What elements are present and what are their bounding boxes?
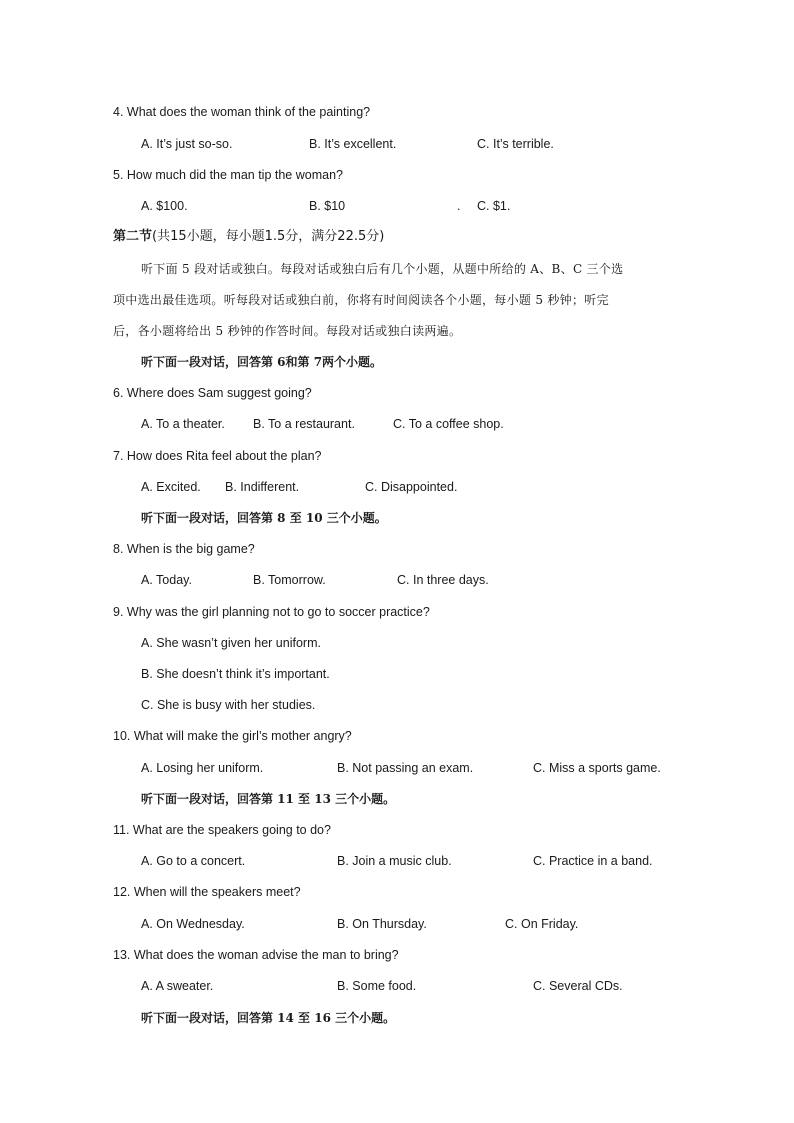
option-c: C. On Friday.: [505, 917, 579, 931]
question-4-options: [141, 136, 721, 152]
option-c: C. To a coffee shop.: [393, 417, 504, 431]
option-b: B. To a restaurant.: [253, 417, 355, 431]
option-b: B. $10: [309, 199, 346, 213]
option-c: C. It’s terrible.: [477, 137, 554, 151]
section-2-title: [113, 229, 384, 245]
question-5: 5. How much did the man tip the woman?: [113, 168, 343, 182]
listening-prompt-2: 听下面一段对话，回答第 8 至 10 三个小题。: [141, 511, 387, 525]
option-c: C. In three days.: [397, 573, 489, 587]
option-a: A. A sweater.: [141, 979, 214, 993]
instruction-line-3: 后，各小题将给出 5 秒钟的作答时间。每段对话或独白读两遍。: [113, 324, 462, 338]
option-c: C. Several CDs.: [533, 979, 623, 993]
option-b: B. It’s excellent.: [309, 137, 397, 151]
option-b: B. Indifferent.: [225, 480, 300, 494]
question-9: 9. Why was the girl planning not to go to soccer practice?: [113, 605, 430, 619]
question-10: 10. What will make the girl’s mother angry?: [113, 729, 352, 743]
question-12: 12. When will the speakers meet?: [113, 885, 301, 899]
question-9-option-c: C. She is busy with her studies.: [141, 698, 316, 712]
option-b: B. Join a music club.: [337, 854, 452, 868]
question-5-options: [141, 198, 721, 214]
listening-prompt-1: 听下面一段对话，回答第 6和第 7两个小题。: [141, 355, 383, 369]
question-4: 4. What does the woman think of the painting?: [113, 105, 371, 119]
section-2-title-detail: (共15小题，每小题1.5分，满分22.5分): [152, 229, 385, 244]
stray-period: .: [457, 199, 461, 213]
option-b: B. Not passing an exam.: [337, 761, 474, 775]
question-6: 6. Where does Sam suggest going?: [113, 386, 312, 400]
question-9-option-a: A. She wasn’t given her uniform.: [141, 636, 321, 650]
listening-prompt-3: 听下面一段对话，回答第 11 至 13 三个小题。: [141, 792, 396, 806]
option-b: B. Tomorrow.: [253, 573, 326, 587]
section-2-title-main: 第二节: [113, 229, 153, 244]
question-8: 8. When is the big game?: [113, 542, 255, 556]
option-c: C. $1.: [477, 199, 511, 213]
instruction-line-1: 听下面 5 段对话或独白。每段对话或独白后有几个小题，从题中所给的 A、B、C 三个选: [141, 262, 624, 276]
option-a: A. $100.: [141, 199, 188, 213]
option-a: A. Go to a concert.: [141, 854, 246, 868]
option-c: C. Miss a sports game.: [533, 761, 661, 775]
listening-prompt-4: 听下面一段对话，回答第 14 至 16 三个小题。: [141, 1011, 396, 1025]
option-b: B. On Thursday.: [337, 917, 427, 931]
option-a: A. Today.: [141, 573, 192, 587]
question-6-options: [141, 416, 721, 432]
option-a: A. It’s just so-so.: [141, 137, 233, 151]
option-a: A. Excited.: [141, 480, 201, 494]
option-a: A. Losing her uniform.: [141, 761, 264, 775]
question-9-option-b: B. She doesn’t think it’s important.: [141, 667, 330, 681]
instruction-line-2: 项中选出最佳选项。听每段对话或独白前，你将有时间阅读各个小题，每小题 5 秒钟；听完: [113, 293, 609, 307]
option-c: C. Disappointed.: [365, 480, 458, 494]
question-11: 11. What are the speakers going to do?: [113, 823, 331, 837]
question-13-options: [141, 978, 721, 994]
question-7: 7. How does Rita feel about the plan?: [113, 449, 322, 463]
question-10-options: [141, 760, 721, 776]
option-c: C. Practice in a band.: [533, 854, 653, 868]
option-a: A. On Wednesday.: [141, 917, 245, 931]
question-8-options: [141, 572, 721, 588]
question-12-options: [141, 916, 721, 932]
option-a: A. To a theater.: [141, 417, 225, 431]
question-7-options: [141, 479, 721, 495]
option-b: B. Some food.: [337, 979, 417, 993]
question-13: 13. What does the woman advise the man to bring?: [113, 948, 399, 962]
question-11-options: [141, 853, 721, 869]
